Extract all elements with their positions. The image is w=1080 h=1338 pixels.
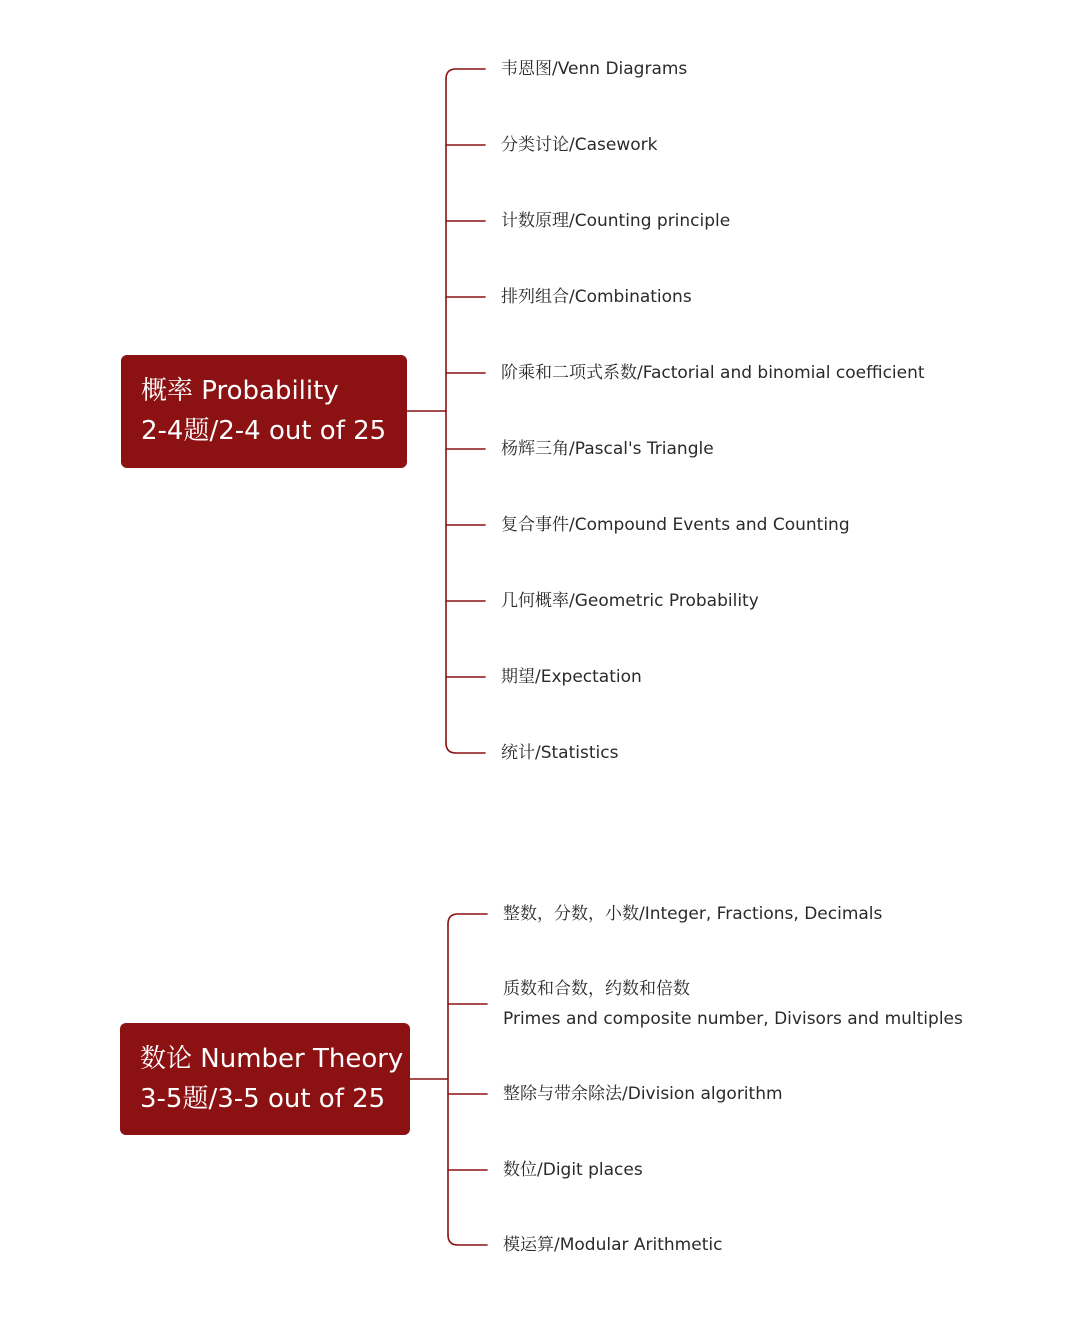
topic-label: 模运算/Modular Arithmetic <box>503 1235 723 1255</box>
branch-line <box>448 1235 487 1245</box>
topic-label: 分类讨论/Casework <box>501 135 658 155</box>
topic-item <box>501 282 692 312</box>
topic-item <box>503 974 963 1034</box>
topic-label: 复合事件/Compound Events and Counting <box>501 515 850 535</box>
topic-item <box>503 1155 643 1185</box>
topic-item <box>501 738 618 768</box>
topic-item <box>501 510 850 540</box>
root-node <box>120 1023 410 1135</box>
branch-line <box>448 914 487 924</box>
topic-label: 质数和合数，约数和倍数 <box>503 979 690 999</box>
topic-item <box>501 130 657 160</box>
topic-item <box>501 662 642 692</box>
topic-label: 韦恩图/Venn Diagrams <box>501 59 688 79</box>
topic-item <box>503 1079 783 1109</box>
topic-item <box>501 586 759 616</box>
topic-item <box>501 358 925 388</box>
branch-line <box>446 743 485 753</box>
topic-label: 整数，分数，小数/Integer, Fractions, Decimals <box>503 904 883 924</box>
topic-label: Primes and composite number, Divisors and multiples <box>503 1009 963 1029</box>
topic-label: 数位/Digit places <box>503 1160 643 1180</box>
topic-label: 整除与带余除法/Division algorithm <box>503 1084 783 1104</box>
topic-item <box>501 434 714 464</box>
topic-label: 统计/Statistics <box>501 743 619 763</box>
root-node-subtitle: 3-5题/3-5 out of 25 <box>140 1084 386 1114</box>
topic-item <box>501 54 687 84</box>
topic-label: 几何概率/Geometric Probability <box>501 591 759 611</box>
root-node-title: 数论 Number Theory <box>140 1044 404 1074</box>
root-node <box>121 355 407 468</box>
branch-line <box>446 69 485 79</box>
topic-item <box>503 899 882 929</box>
topic-label: 计数原理/Counting principle <box>501 211 731 231</box>
root-node-title: 概率 Probability <box>141 376 339 406</box>
topic-label: 排列组合/Combinations <box>501 287 692 307</box>
topic-item <box>503 1230 722 1260</box>
topic-label: 杨辉三角/Pascal's Triangle <box>501 439 714 459</box>
topic-label: 阶乘和二项式系数/Factorial and binomial coefficient <box>501 363 925 383</box>
root-node-subtitle: 2-4题/2-4 out of 25 <box>141 416 387 446</box>
topic-label: 期望/Expectation <box>501 667 642 687</box>
topic-item <box>501 206 730 236</box>
